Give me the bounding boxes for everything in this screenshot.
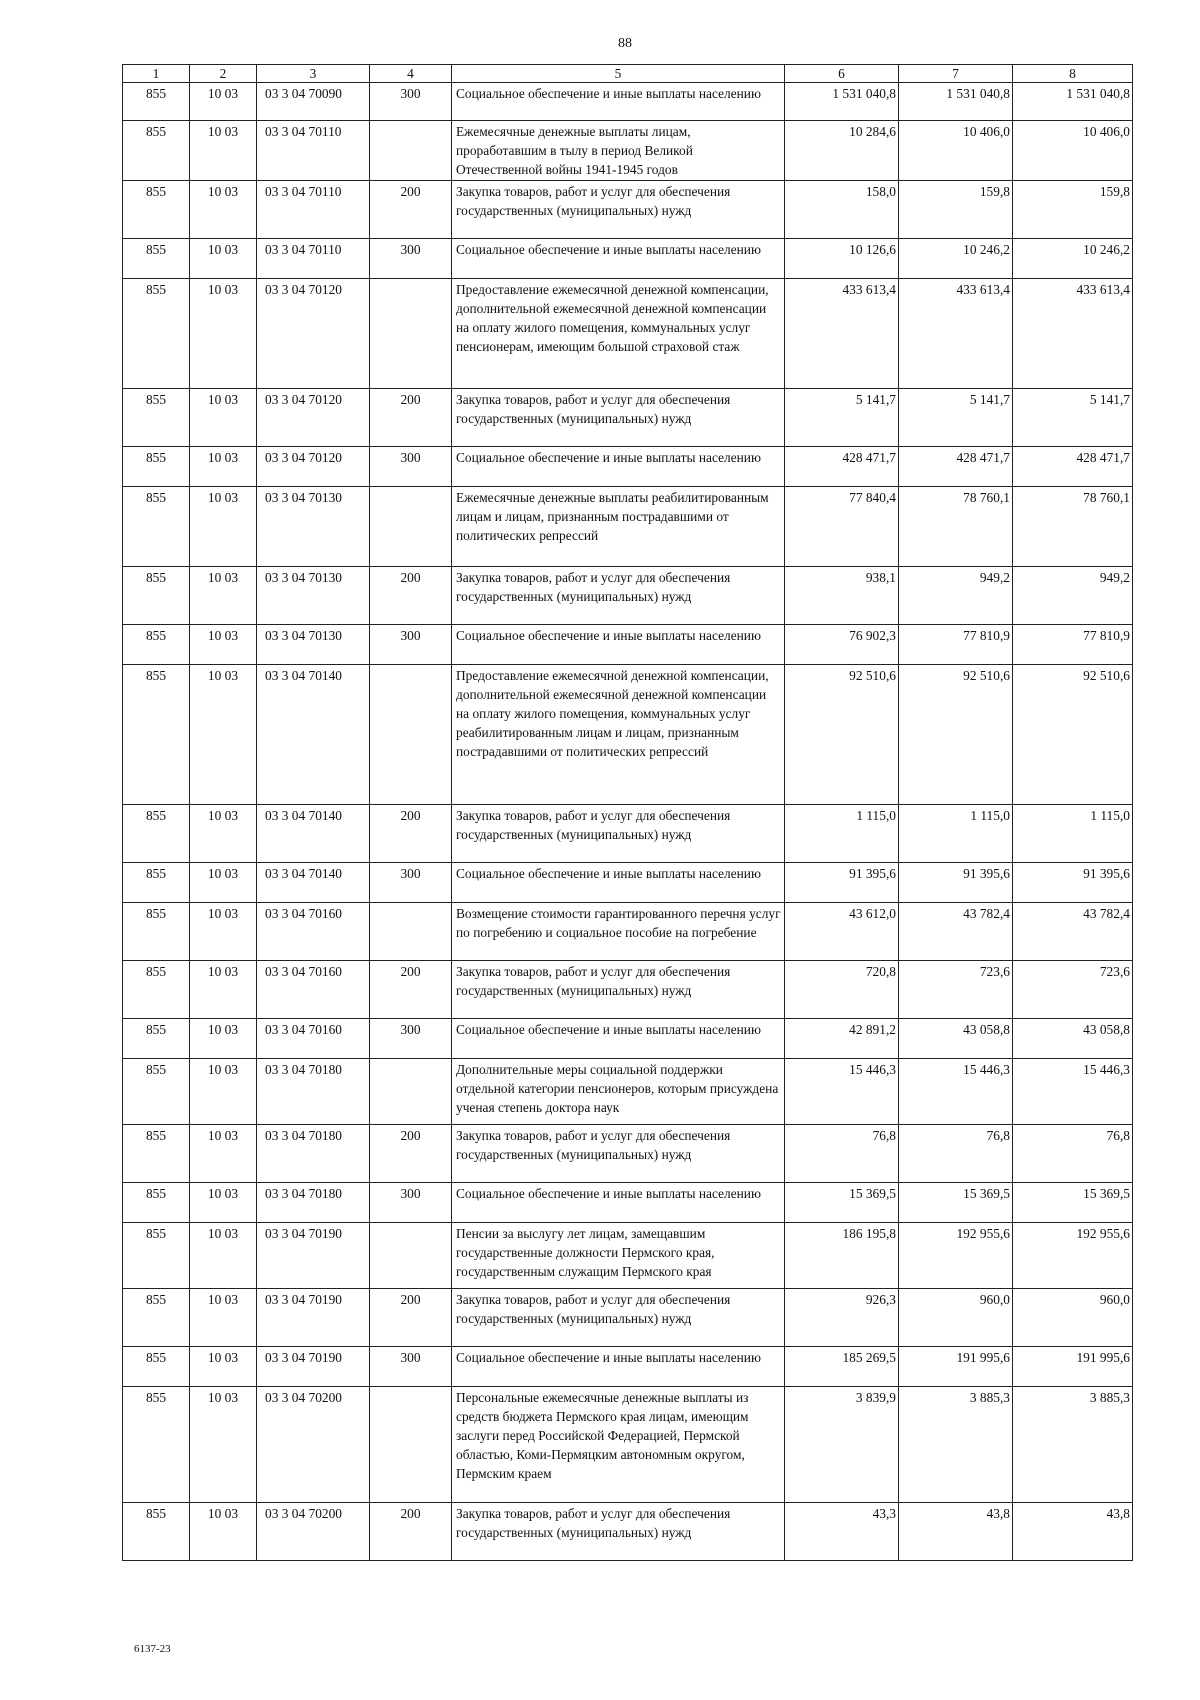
table-row xyxy=(123,567,1133,625)
cell-section-code: 10 03 xyxy=(190,1347,257,1387)
table-row xyxy=(123,1347,1133,1387)
page-number: 88 xyxy=(618,36,632,51)
table-row xyxy=(123,863,1133,903)
cell-description: Закупка товаров, работ и услуг для обеспечения государственных (муниципальных) нужд xyxy=(452,1125,785,1183)
cell-target-code: 03 3 04 70140 xyxy=(257,863,370,903)
cell-amount-7: 3 885,3 xyxy=(899,1387,1013,1503)
cell-section-code: 10 03 xyxy=(190,1019,257,1059)
cell-amount-6: 10 284,6 xyxy=(785,121,899,181)
cell-target-code: 03 3 04 70190 xyxy=(257,1347,370,1387)
table-row xyxy=(123,1125,1133,1183)
cell-target-code: 03 3 04 70120 xyxy=(257,389,370,447)
cell-amount-7: 15 446,3 xyxy=(899,1059,1013,1125)
cell-section-code: 10 03 xyxy=(190,447,257,487)
cell-amount-7: 77 810,9 xyxy=(899,625,1013,665)
cell-expense-type: 300 xyxy=(370,83,452,121)
cell-amount-8: 5 141,7 xyxy=(1013,389,1133,447)
cell-amount-7: 723,6 xyxy=(899,961,1013,1019)
cell-section-code: 10 03 xyxy=(190,239,257,279)
cell-chapter-code: 855 xyxy=(123,1347,190,1387)
cell-target-code: 03 3 04 70160 xyxy=(257,1019,370,1059)
cell-amount-7: 192 955,6 xyxy=(899,1223,1013,1289)
cell-amount-6: 15 446,3 xyxy=(785,1059,899,1125)
table-row xyxy=(123,389,1133,447)
cell-expense-type: 300 xyxy=(370,1347,452,1387)
cell-description: Социальное обеспечение и иные выплаты населению xyxy=(452,1347,785,1387)
cell-section-code: 10 03 xyxy=(190,181,257,239)
column-header: 6 xyxy=(785,65,899,83)
cell-description: Предоставление ежемесячной денежной компенсации, дополнительной ежемесячной денежной компенсации на оплату жилого помещения, коммунальных услуг реабилитированным лицам и лицам, признанным пострадавшими от политических репрессий xyxy=(452,665,785,805)
cell-chapter-code: 855 xyxy=(123,903,190,961)
table-row xyxy=(123,903,1133,961)
cell-amount-8: 43 782,4 xyxy=(1013,903,1133,961)
cell-amount-8: 428 471,7 xyxy=(1013,447,1133,487)
cell-description: Закупка товаров, работ и услуг для обеспечения государственных (муниципальных) нужд xyxy=(452,567,785,625)
cell-chapter-code: 855 xyxy=(123,1289,190,1347)
cell-expense-type: 200 xyxy=(370,961,452,1019)
cell-amount-8: 949,2 xyxy=(1013,567,1133,625)
cell-expense-type xyxy=(370,279,452,389)
cell-section-code: 10 03 xyxy=(190,961,257,1019)
cell-expense-type: 300 xyxy=(370,625,452,665)
cell-amount-8: 91 395,6 xyxy=(1013,863,1133,903)
cell-amount-8: 3 885,3 xyxy=(1013,1387,1133,1503)
cell-amount-8: 723,6 xyxy=(1013,961,1133,1019)
cell-section-code: 10 03 xyxy=(190,1503,257,1561)
cell-amount-8: 15 446,3 xyxy=(1013,1059,1133,1125)
budget-table xyxy=(122,64,1133,1561)
cell-amount-6: 76,8 xyxy=(785,1125,899,1183)
cell-amount-6: 720,8 xyxy=(785,961,899,1019)
cell-amount-6: 10 126,6 xyxy=(785,239,899,279)
cell-amount-6: 76 902,3 xyxy=(785,625,899,665)
cell-chapter-code: 855 xyxy=(123,567,190,625)
cell-amount-8: 15 369,5 xyxy=(1013,1183,1133,1223)
cell-amount-8: 43,8 xyxy=(1013,1503,1133,1561)
cell-description: Закупка товаров, работ и услуг для обеспечения государственных (муниципальных) нужд xyxy=(452,805,785,863)
table-row xyxy=(123,181,1133,239)
cell-target-code: 03 3 04 70180 xyxy=(257,1059,370,1125)
cell-amount-8: 433 613,4 xyxy=(1013,279,1133,389)
cell-description: Социальное обеспечение и иные выплаты населению xyxy=(452,863,785,903)
cell-target-code: 03 3 04 70130 xyxy=(257,625,370,665)
cell-chapter-code: 855 xyxy=(123,961,190,1019)
cell-section-code: 10 03 xyxy=(190,83,257,121)
cell-chapter-code: 855 xyxy=(123,83,190,121)
cell-amount-6: 1 115,0 xyxy=(785,805,899,863)
cell-section-code: 10 03 xyxy=(190,121,257,181)
cell-amount-6: 186 195,8 xyxy=(785,1223,899,1289)
cell-chapter-code: 855 xyxy=(123,181,190,239)
cell-chapter-code: 855 xyxy=(123,1183,190,1223)
cell-chapter-code: 855 xyxy=(123,239,190,279)
cell-amount-6: 3 839,9 xyxy=(785,1387,899,1503)
cell-section-code: 10 03 xyxy=(190,805,257,863)
cell-amount-6: 42 891,2 xyxy=(785,1019,899,1059)
cell-chapter-code: 855 xyxy=(123,625,190,665)
cell-target-code: 03 3 04 70110 xyxy=(257,181,370,239)
cell-expense-type: 200 xyxy=(370,389,452,447)
cell-amount-6: 1 531 040,8 xyxy=(785,83,899,121)
cell-target-code: 03 3 04 70110 xyxy=(257,121,370,181)
cell-target-code: 03 3 04 70200 xyxy=(257,1503,370,1561)
cell-expense-type: 300 xyxy=(370,1019,452,1059)
table-row xyxy=(123,121,1133,181)
table-row xyxy=(123,961,1133,1019)
cell-amount-7: 428 471,7 xyxy=(899,447,1013,487)
cell-amount-7: 1 531 040,8 xyxy=(899,83,1013,121)
cell-chapter-code: 855 xyxy=(123,1125,190,1183)
cell-description: Дополнительные меры социальной поддержки отдельной категории пенсионеров, которым присуждена ученая степень доктора наук xyxy=(452,1059,785,1125)
cell-expense-type: 200 xyxy=(370,805,452,863)
cell-expense-type: 200 xyxy=(370,181,452,239)
column-header: 2 xyxy=(190,65,257,83)
cell-expense-type xyxy=(370,665,452,805)
cell-section-code: 10 03 xyxy=(190,389,257,447)
cell-description: Закупка товаров, работ и услуг для обеспечения государственных (муниципальных) нужд xyxy=(452,1289,785,1347)
cell-target-code: 03 3 04 70110 xyxy=(257,239,370,279)
cell-description: Закупка товаров, работ и услуг для обеспечения государственных (муниципальных) нужд xyxy=(452,181,785,239)
cell-chapter-code: 855 xyxy=(123,1387,190,1503)
cell-description: Возмещение стоимости гарантированного перечня услуг по погребению и социальное пособие на погребение xyxy=(452,903,785,961)
cell-section-code: 10 03 xyxy=(190,279,257,389)
cell-chapter-code: 855 xyxy=(123,1503,190,1561)
cell-amount-7: 159,8 xyxy=(899,181,1013,239)
cell-amount-6: 43,3 xyxy=(785,1503,899,1561)
cell-expense-type xyxy=(370,121,452,181)
cell-target-code: 03 3 04 70090 xyxy=(257,83,370,121)
cell-target-code: 03 3 04 70160 xyxy=(257,903,370,961)
cell-amount-6: 92 510,6 xyxy=(785,665,899,805)
cell-amount-8: 1 115,0 xyxy=(1013,805,1133,863)
cell-expense-type xyxy=(370,1387,452,1503)
cell-amount-6: 185 269,5 xyxy=(785,1347,899,1387)
cell-section-code: 10 03 xyxy=(190,1387,257,1503)
cell-target-code: 03 3 04 70120 xyxy=(257,279,370,389)
cell-section-code: 10 03 xyxy=(190,1289,257,1347)
cell-chapter-code: 855 xyxy=(123,389,190,447)
cell-amount-6: 433 613,4 xyxy=(785,279,899,389)
cell-expense-type: 200 xyxy=(370,567,452,625)
cell-target-code: 03 3 04 70190 xyxy=(257,1289,370,1347)
budget-table-container xyxy=(122,64,1132,1561)
cell-section-code: 10 03 xyxy=(190,1223,257,1289)
cell-description: Социальное обеспечение и иные выплаты населению xyxy=(452,625,785,665)
cell-target-code: 03 3 04 70130 xyxy=(257,567,370,625)
cell-description: Закупка товаров, работ и услуг для обеспечения государственных (муниципальных) нужд xyxy=(452,389,785,447)
cell-expense-type xyxy=(370,1223,452,1289)
cell-section-code: 10 03 xyxy=(190,567,257,625)
table-row xyxy=(123,1387,1133,1503)
cell-amount-7: 15 369,5 xyxy=(899,1183,1013,1223)
table-row xyxy=(123,1183,1133,1223)
cell-expense-type xyxy=(370,1059,452,1125)
cell-amount-7: 10 246,2 xyxy=(899,239,1013,279)
cell-amount-8: 77 810,9 xyxy=(1013,625,1133,665)
cell-amount-7: 433 613,4 xyxy=(899,279,1013,389)
cell-expense-type xyxy=(370,903,452,961)
column-header: 8 xyxy=(1013,65,1133,83)
cell-expense-type: 300 xyxy=(370,239,452,279)
column-header: 3 xyxy=(257,65,370,83)
cell-chapter-code: 855 xyxy=(123,805,190,863)
table-row xyxy=(123,83,1133,121)
cell-description: Пенсии за выслугу лет лицам, замещавшим государственные должности Пермского края, государственным служащим Пермского края xyxy=(452,1223,785,1289)
table-row xyxy=(123,279,1133,389)
cell-description: Социальное обеспечение и иные выплаты населению xyxy=(452,83,785,121)
cell-amount-7: 76,8 xyxy=(899,1125,1013,1183)
cell-description: Социальное обеспечение и иные выплаты населению xyxy=(452,239,785,279)
table-row xyxy=(123,487,1133,567)
cell-description: Социальное обеспечение и иные выплаты населению xyxy=(452,1183,785,1223)
cell-amount-6: 77 840,4 xyxy=(785,487,899,567)
cell-description: Социальное обеспечение и иные выплаты населению xyxy=(452,447,785,487)
cell-expense-type xyxy=(370,487,452,567)
cell-amount-8: 1 531 040,8 xyxy=(1013,83,1133,121)
cell-target-code: 03 3 04 70160 xyxy=(257,961,370,1019)
cell-amount-7: 92 510,6 xyxy=(899,665,1013,805)
cell-section-code: 10 03 xyxy=(190,665,257,805)
cell-target-code: 03 3 04 70180 xyxy=(257,1125,370,1183)
cell-target-code: 03 3 04 70140 xyxy=(257,805,370,863)
table-row xyxy=(123,239,1133,279)
cell-target-code: 03 3 04 70200 xyxy=(257,1387,370,1503)
document-code-footer: 6137-23 xyxy=(134,1643,171,1655)
cell-section-code: 10 03 xyxy=(190,625,257,665)
cell-amount-6: 926,3 xyxy=(785,1289,899,1347)
cell-chapter-code: 855 xyxy=(123,447,190,487)
table-row xyxy=(123,1059,1133,1125)
cell-chapter-code: 855 xyxy=(123,665,190,805)
cell-expense-type: 300 xyxy=(370,1183,452,1223)
cell-amount-7: 960,0 xyxy=(899,1289,1013,1347)
column-header: 7 xyxy=(899,65,1013,83)
cell-target-code: 03 3 04 70120 xyxy=(257,447,370,487)
column-header: 1 xyxy=(123,65,190,83)
cell-chapter-code: 855 xyxy=(123,1059,190,1125)
cell-amount-6: 938,1 xyxy=(785,567,899,625)
cell-expense-type: 300 xyxy=(370,447,452,487)
table-row xyxy=(123,447,1133,487)
cell-section-code: 10 03 xyxy=(190,487,257,567)
table-row xyxy=(123,805,1133,863)
cell-amount-6: 43 612,0 xyxy=(785,903,899,961)
cell-amount-8: 76,8 xyxy=(1013,1125,1133,1183)
cell-description: Закупка товаров, работ и услуг для обеспечения государственных (муниципальных) нужд xyxy=(452,1503,785,1561)
column-header: 4 xyxy=(370,65,452,83)
cell-description: Ежемесячные денежные выплаты лицам, проработавшим в тылу в период Великой Отечественной войны 1941-1945 годов xyxy=(452,121,785,181)
table-row xyxy=(123,1289,1133,1347)
cell-amount-8: 10 246,2 xyxy=(1013,239,1133,279)
cell-expense-type: 200 xyxy=(370,1503,452,1561)
cell-target-code: 03 3 04 70190 xyxy=(257,1223,370,1289)
cell-amount-7: 5 141,7 xyxy=(899,389,1013,447)
cell-amount-8: 78 760,1 xyxy=(1013,487,1133,567)
cell-chapter-code: 855 xyxy=(123,863,190,903)
cell-amount-8: 159,8 xyxy=(1013,181,1133,239)
cell-description: Социальное обеспечение и иные выплаты населению xyxy=(452,1019,785,1059)
table-header-row xyxy=(123,65,1133,83)
cell-amount-7: 91 395,6 xyxy=(899,863,1013,903)
cell-target-code: 03 3 04 70140 xyxy=(257,665,370,805)
cell-amount-6: 15 369,5 xyxy=(785,1183,899,1223)
cell-section-code: 10 03 xyxy=(190,903,257,961)
cell-amount-7: 1 115,0 xyxy=(899,805,1013,863)
cell-amount-7: 43 058,8 xyxy=(899,1019,1013,1059)
cell-amount-7: 43,8 xyxy=(899,1503,1013,1561)
cell-amount-6: 91 395,6 xyxy=(785,863,899,903)
table-row xyxy=(123,1223,1133,1289)
cell-expense-type: 200 xyxy=(370,1289,452,1347)
cell-expense-type: 200 xyxy=(370,1125,452,1183)
table-row xyxy=(123,665,1133,805)
table-row xyxy=(123,625,1133,665)
cell-chapter-code: 855 xyxy=(123,279,190,389)
cell-amount-6: 158,0 xyxy=(785,181,899,239)
cell-amount-8: 960,0 xyxy=(1013,1289,1133,1347)
cell-section-code: 10 03 xyxy=(190,1125,257,1183)
cell-description: Предоставление ежемесячной денежной компенсации, дополнительной ежемесячной денежной компенсации на оплату жилого помещения, коммунальных услуг пенсионерам, имеющим большой страховой стаж xyxy=(452,279,785,389)
cell-section-code: 10 03 xyxy=(190,863,257,903)
cell-amount-7: 10 406,0 xyxy=(899,121,1013,181)
cell-target-code: 03 3 04 70130 xyxy=(257,487,370,567)
cell-section-code: 10 03 xyxy=(190,1183,257,1223)
cell-description: Ежемесячные денежные выплаты реабилитированным лицам и лицам, признанным пострадавшими от политических репрессий xyxy=(452,487,785,567)
cell-amount-7: 43 782,4 xyxy=(899,903,1013,961)
cell-description: Персональные ежемесячные денежные выплаты из средств бюджета Пермского края лицам, имеющим заслуги перед Российской Федерацией, Пермской областью, Коми-Пермяцким автономным округом, Пермским краем xyxy=(452,1387,785,1503)
cell-description: Закупка товаров, работ и услуг для обеспечения государственных (муниципальных) нужд xyxy=(452,961,785,1019)
cell-amount-7: 78 760,1 xyxy=(899,487,1013,567)
cell-amount-8: 10 406,0 xyxy=(1013,121,1133,181)
cell-amount-8: 43 058,8 xyxy=(1013,1019,1133,1059)
column-header: 5 xyxy=(452,65,785,83)
cell-expense-type: 300 xyxy=(370,863,452,903)
table-row xyxy=(123,1503,1133,1561)
cell-chapter-code: 855 xyxy=(123,1019,190,1059)
cell-chapter-code: 855 xyxy=(123,121,190,181)
cell-amount-7: 949,2 xyxy=(899,567,1013,625)
cell-section-code: 10 03 xyxy=(190,1059,257,1125)
cell-amount-8: 191 995,6 xyxy=(1013,1347,1133,1387)
cell-chapter-code: 855 xyxy=(123,1223,190,1289)
table-row xyxy=(123,1019,1133,1059)
cell-target-code: 03 3 04 70180 xyxy=(257,1183,370,1223)
cell-amount-6: 5 141,7 xyxy=(785,389,899,447)
cell-chapter-code: 855 xyxy=(123,487,190,567)
cell-amount-8: 92 510,6 xyxy=(1013,665,1133,805)
cell-amount-6: 428 471,7 xyxy=(785,447,899,487)
cell-amount-8: 192 955,6 xyxy=(1013,1223,1133,1289)
cell-amount-7: 191 995,6 xyxy=(899,1347,1013,1387)
